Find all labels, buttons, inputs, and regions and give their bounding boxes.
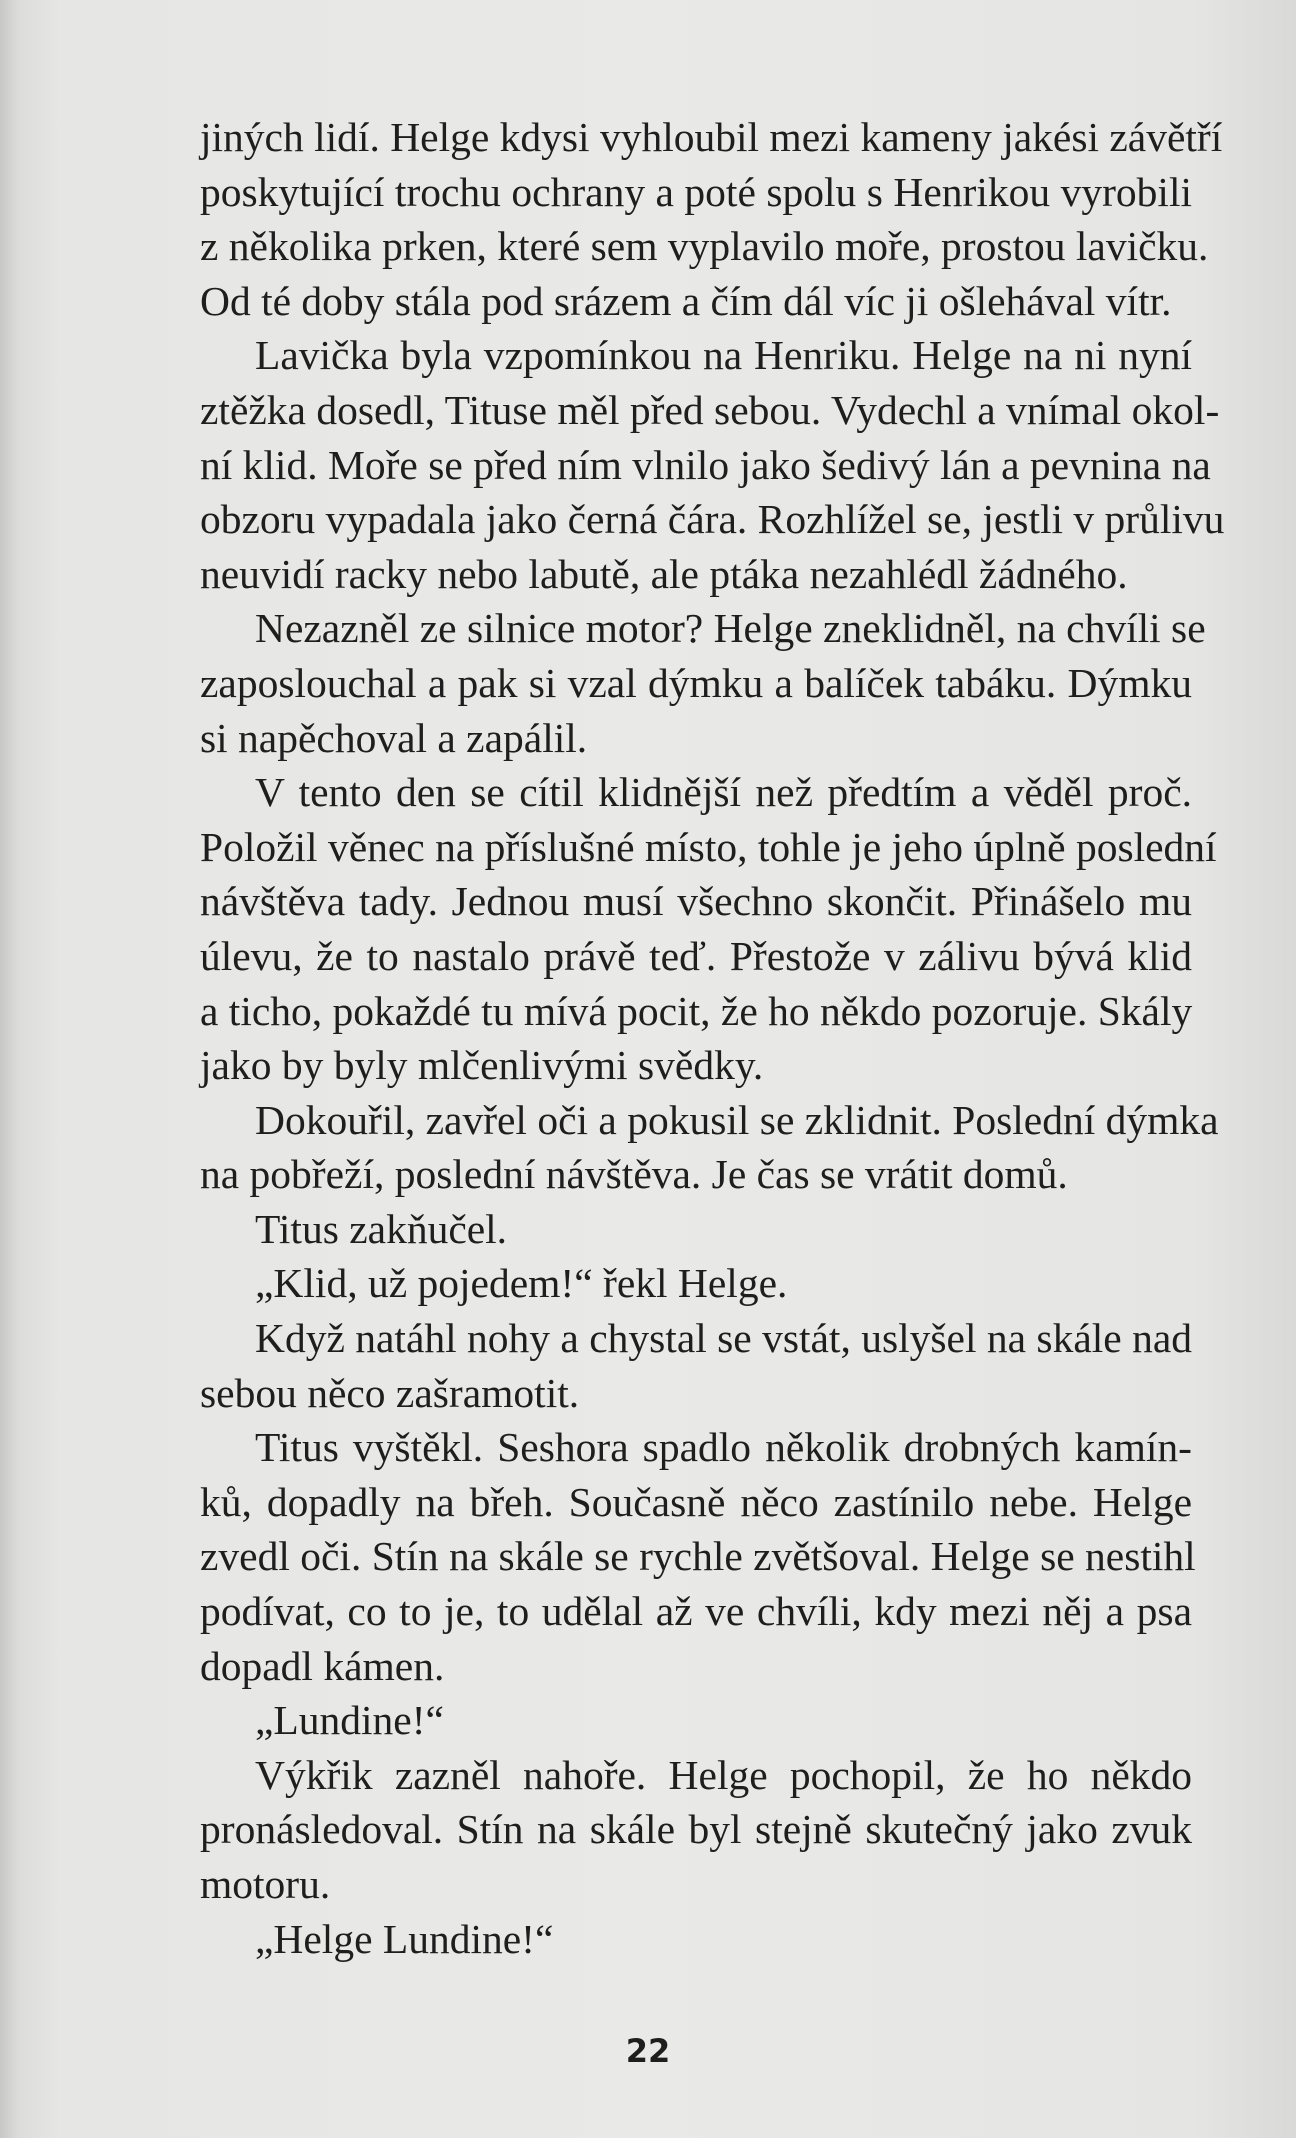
page-number: 22: [625, 2032, 671, 2070]
text-line: Titus zakňučel.: [255, 1205, 508, 1252]
text-line: „Klid, už pojedem!“ řekl Helge.: [255, 1260, 788, 1307]
text-line: ztěžka dosedl, Tituse měl před sebou. Vydechl a vnímal okol-: [200, 386, 1220, 433]
text-line: a ticho, pokaždé tu mívá pocit, že ho někdo pozoruje. Skály: [200, 987, 1193, 1034]
text-line: Dokouřil, zavřel oči a pokusil se zklidnit. Poslední dýmka: [255, 1096, 1219, 1143]
text-line: Položil věnec na příslušné místo, tohle je jeho úplně poslední: [200, 823, 1217, 870]
text-line: „Lundine!“: [255, 1697, 444, 1744]
text-line: Výkřik zazněl nahoře. Helge pochopil, že ho někdo: [255, 1751, 1192, 1798]
text-line: podívat, co to je, to udělal až ve chvíli, kdy mezi něj a psa: [200, 1588, 1192, 1635]
text-line: Když natáhl nohy a chystal se vstát, uslyšel na skále nad: [255, 1315, 1192, 1362]
text-line: ků, dopadly na břeh. Současně něco zastínilo nebe. Helge: [200, 1478, 1192, 1525]
text-line: jiných lidí. Helge kdysi vyhloubil mezi kameny jakési závětří: [200, 114, 1223, 160]
text-line: dopadl kámen.: [200, 1642, 445, 1689]
text-line: Nezazněl ze silnice motor? Helge zneklidněl, na chvíli se: [255, 605, 1206, 652]
text-line: úlevu, že to nastalo právě teď. Přestože v zálivu bývá klid: [200, 932, 1192, 979]
text-line: si napěchoval a zapálil.: [200, 714, 588, 761]
text-line: ní klid. Moře se před ním vlnilo jako šedivý lán a pevnina na: [200, 441, 1211, 488]
text-line: „Helge Lundine!“: [255, 1915, 554, 1962]
text-line: na pobřeží, poslední návštěva. Je čas se vrátit domů.: [200, 1151, 1068, 1198]
text-line: obzoru vypadala jako černá čára. Rozhlížel se, jestli v průlivu: [200, 496, 1225, 543]
text-line: motoru.: [200, 1861, 331, 1907]
text-line: z několika prken, které sem vyplavilo moře, prostou lavičku.: [200, 223, 1209, 270]
text-line: pronásledoval. Stín na skále byl stejně skutečný jako zvuk: [200, 1806, 1192, 1853]
text-line: V tento den se cítil klidnější než předtím a věděl proč.: [255, 769, 1192, 816]
text-line: Od té doby stála pod srázem a čím dál víc ji ošlehával vítr.: [200, 277, 1172, 324]
text-line: Lavička byla vzpomínkou na Henriku. Helge na ni nyní: [255, 332, 1192, 379]
text-line: jako by byly mlčenlivými svědky.: [200, 1042, 764, 1089]
text-line: neuvidí racky nebo labutě, ale ptáka nezahlédl žádného.: [200, 550, 1128, 597]
text-line: zaposlouchal a pak si vzal dýmku a balíček tabáku. Dýmku: [200, 659, 1192, 706]
text-line: Titus vyštěkl. Seshora spadlo několik drobných kamín-: [255, 1424, 1192, 1471]
text-line: zvedl oči. Stín na skále se rychle zvětšoval. Helge se nestihl: [200, 1533, 1196, 1580]
text-line: sebou něco zašramotit.: [200, 1369, 580, 1416]
body-text: [200, 110, 1225, 1966]
text-line: poskytující trochu ochrany a poté spolu s Henrikou vyrobili: [200, 168, 1192, 215]
text-line: návštěva tady. Jednou musí všechno skončit. Přinášelo mu: [200, 878, 1192, 925]
